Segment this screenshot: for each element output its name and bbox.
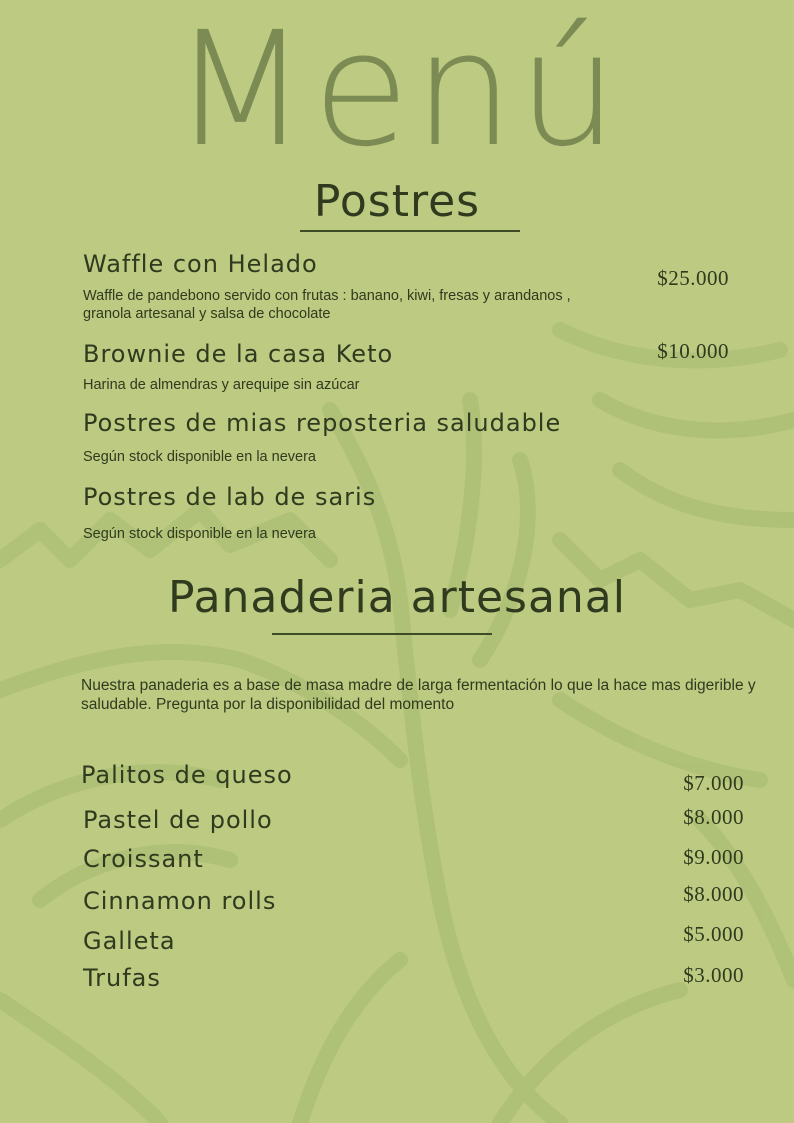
menu-title: Menú	[172, 0, 622, 182]
item-name-brownie: Brownie de la casa Keto	[83, 340, 394, 368]
item-name-galleta: Galleta	[83, 927, 176, 955]
item-name-cinnamon: Cinnamon rolls	[83, 887, 277, 915]
item-price-trufas: $3.000	[683, 963, 744, 987]
item-desc-postres-mias: Según stock disponible en la nevera	[83, 449, 316, 465]
item-desc-brownie: Harina de almendras y arequipe sin azúcar	[83, 377, 360, 393]
postres-divider	[300, 230, 520, 232]
item-name-palitos: Palitos de queso	[81, 761, 293, 789]
item-name-pastel: Pastel de pollo	[83, 806, 273, 834]
panaderia-heading: Panaderia artesanal	[168, 572, 626, 623]
item-price-cinnamon: $8.000	[683, 882, 744, 906]
item-desc-postres-lab: Según stock disponible en la nevera	[83, 526, 316, 542]
item-desc-waffle: Waffle de pandebono servido con frutas : banano, kiwi, fresas y arandanos , granola artesanal y salsa de chocolate	[83, 288, 571, 322]
item-price-brownie: $10.000	[657, 339, 729, 363]
item-price-croissant: $9.000	[683, 845, 744, 869]
item-name-waffle: Waffle con Helado	[83, 250, 318, 278]
panaderia-divider	[272, 633, 492, 635]
item-name-trufas: Trufas	[83, 964, 161, 992]
item-name-postres-mias: Postres de mias reposteria saludable	[83, 409, 562, 437]
item-name-postres-lab: Postres de lab de saris	[83, 483, 377, 511]
item-name-croissant: Croissant	[83, 845, 204, 873]
item-price-galleta: $5.000	[683, 922, 744, 946]
item-price-pastel: $8.000	[683, 805, 744, 829]
panaderia-intro: Nuestra panaderia es a base de masa madre de larga fermentación lo que la hace mas digerible y saludable. Pregunta por la disponibilidad del momento	[81, 677, 756, 713]
item-price-palitos: $7.000	[683, 771, 744, 795]
postres-heading: Postres	[313, 176, 481, 227]
item-price-waffle: $25.000	[657, 266, 729, 290]
